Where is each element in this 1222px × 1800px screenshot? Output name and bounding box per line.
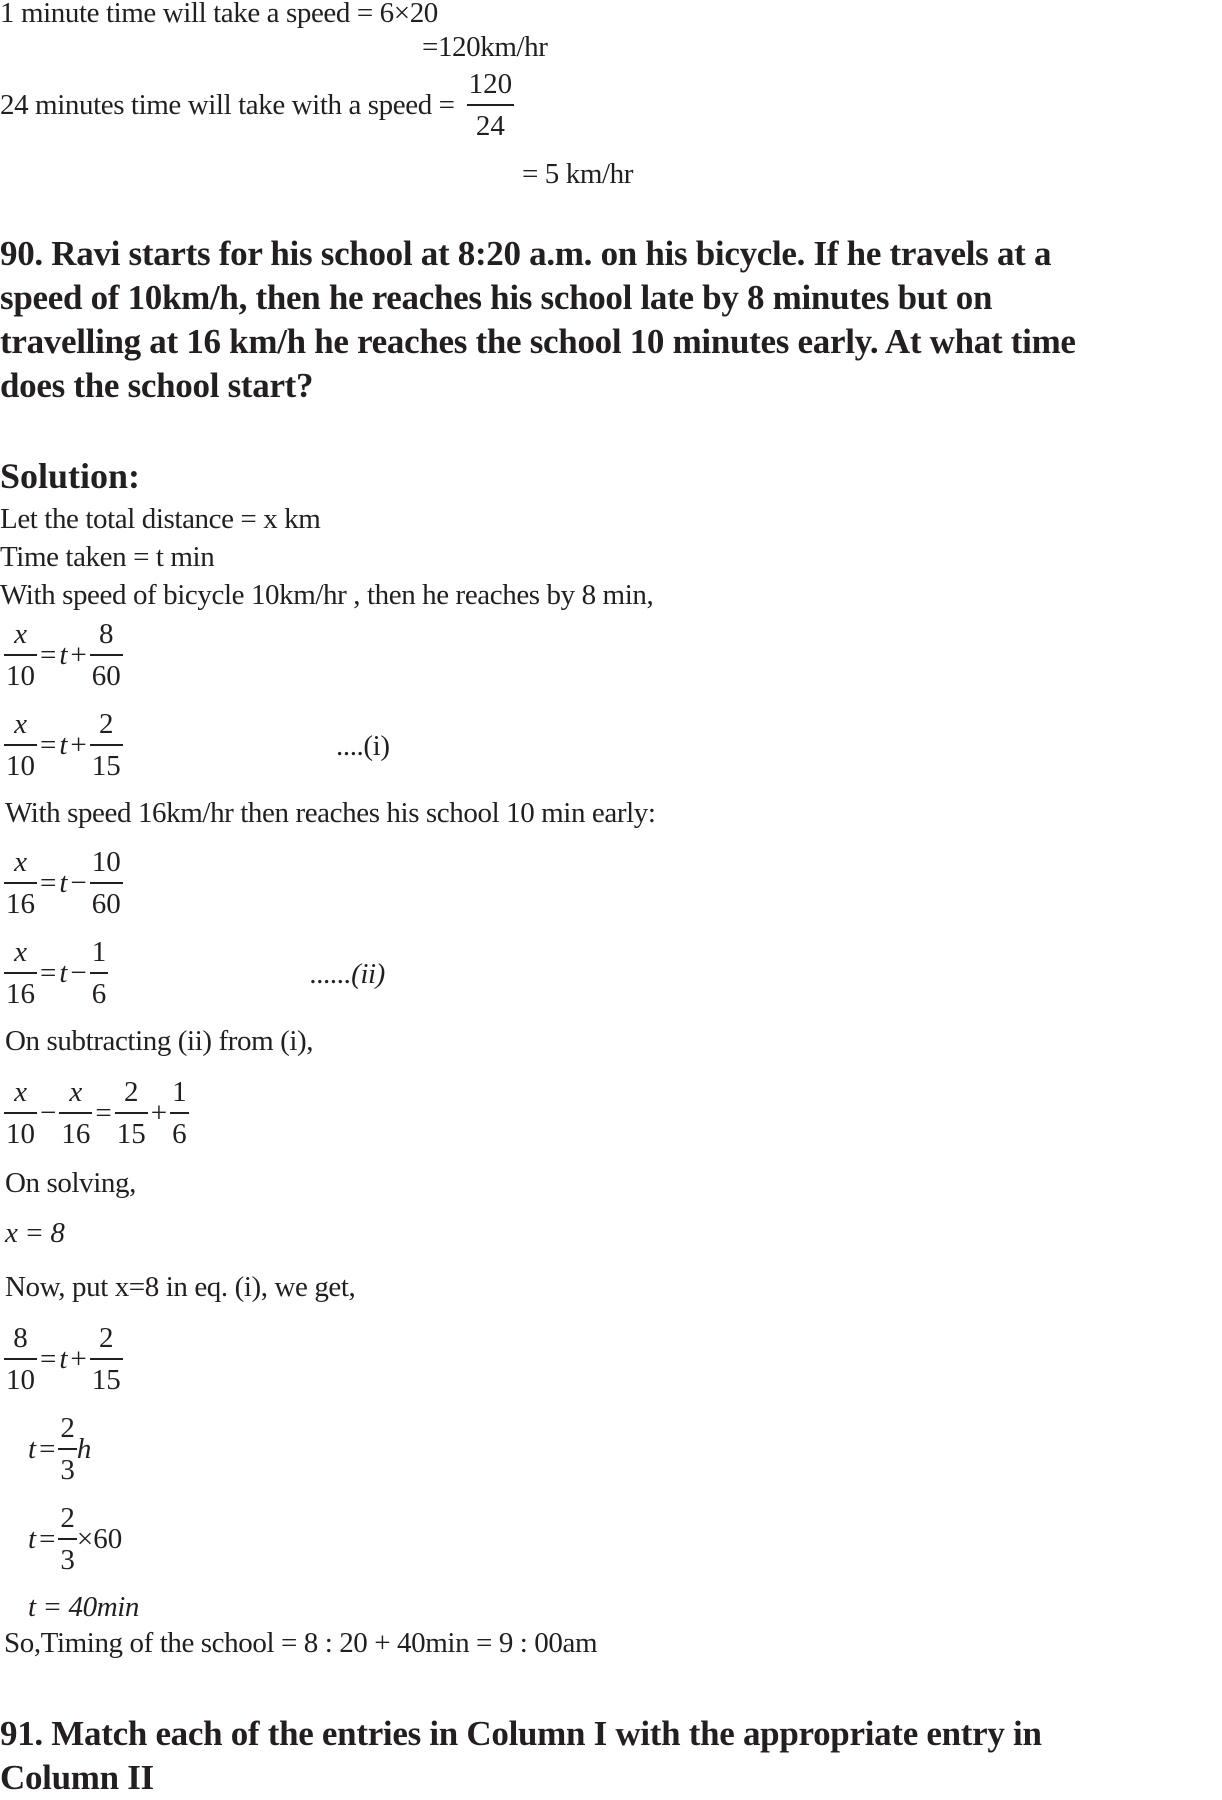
equation-1: $\frac{x}{10}$ = t + $\frac{8}{60}$ xyxy=(6,618,121,692)
equation-t-times-60: t = $\frac{2}{3}$ ×60 xyxy=(28,1502,123,1576)
question-90-line-3: travelling at 16 km/h he reaches the school 10 minutes early. At what time xyxy=(0,322,1076,361)
equation-x-equals-8: x = 8 xyxy=(5,1217,65,1249)
question-90-line-1: 90. Ravi starts for his school at 8:20 a.m. on his bicycle. If he travels at a xyxy=(0,234,1052,273)
question-90-line-2: speed of 10km/h, then he reaches his school late by 8 minutes but on xyxy=(0,278,993,317)
solution-solving: On solving, xyxy=(5,1167,136,1199)
equation-7: $\frac{8}{10}$ = t + $\frac{2}{15}$ xyxy=(6,1322,121,1396)
solution-time: Time taken = t min xyxy=(0,541,215,573)
solution-final-answer: So,Timing of the school = 8 : 20 + 40min = 9 : 00am xyxy=(4,1627,598,1659)
equation-label-ii: ......(ii) xyxy=(310,958,385,990)
solution-put: Now, put x=8 in eq. (i), we get, xyxy=(5,1271,356,1303)
solution-distance: Let the total distance = x km xyxy=(0,503,321,535)
prev-line-3 xyxy=(0,64,514,146)
equation-ii: $\frac{x}{16}$ = t − $\frac{1}{6}$ xyxy=(6,936,107,1010)
prev-line-4: = 5 km/hr xyxy=(522,158,634,190)
solution-subtract: On subtracting (ii) from (i), xyxy=(5,1025,314,1057)
equation-t-40min: t = 40min xyxy=(28,1591,140,1623)
prev-line-1: 1 minute time will take a speed = 6×20 xyxy=(0,0,438,29)
solution-heading: Solution: xyxy=(0,456,141,496)
question-90-line-4: does the school start? xyxy=(0,366,314,405)
equation-3: $\frac{x}{16}$ = t − $\frac{10}{60}$ xyxy=(6,846,121,920)
equation-i: $\frac{x}{10}$ = t + $\frac{2}{15}$ xyxy=(6,708,121,782)
fraction: $\frac{120}{24}$ xyxy=(468,68,513,142)
solution-speed10: With speed of bicycle 10km/hr , then he reaches by 8 min, xyxy=(0,579,654,611)
equation-5: $\frac{x}{10}$ − $\frac{x}{16}$ = $\frac{2}{15}$ + $\frac{1}{6}$ xyxy=(6,1076,187,1150)
equation-t-hours: t = $\frac{2}{3}$ h xyxy=(28,1412,92,1486)
question-91-line-1: 91. Match each of the entries in Column I with the appropriate entry in xyxy=(0,1714,1042,1753)
solution-speed16: With speed 16km/hr then reaches his school 10 min early: xyxy=(5,797,656,829)
equation-label-i: ....(i) xyxy=(336,730,390,762)
prev-line-3-text: 24 minutes time will take with a speed = xyxy=(0,88,455,121)
prev-line-2: =120km/hr xyxy=(422,31,548,63)
question-91-line-2: Column II xyxy=(0,1758,154,1797)
